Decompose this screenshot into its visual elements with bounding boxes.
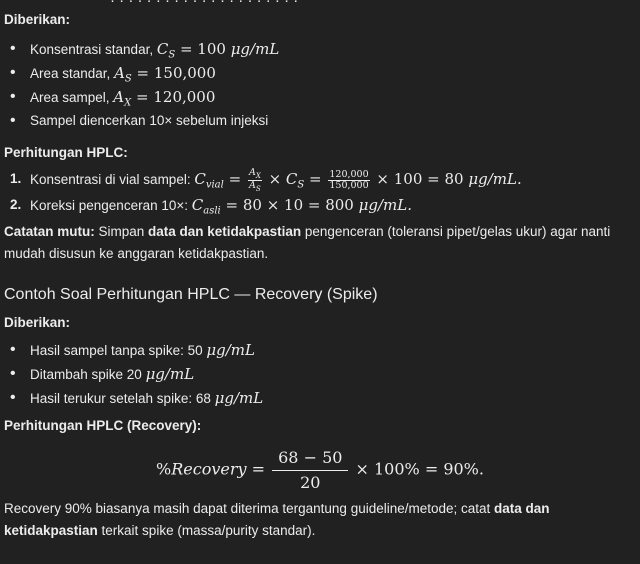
calc-title-1: Perhitungan HPLC: <box>4 145 128 160</box>
list-item: • Hasil terukur setelah spike: 68 μg/mL <box>4 386 634 410</box>
list-item: 1. Konsentrasi di vial sampel: $C_{vial}$ = $\frac{A_X}{A_S}$ × $C_S$ = $\frac{120,000}{150,000}$ × 100 = 80 μg/mL. <box>10 166 522 193</box>
fraction: $\frac{120,000}{150,000}$ <box>329 168 369 191</box>
list-item: • Konsentrasi standar, $C_S = 100$ μg/mL <box>4 37 634 61</box>
list-item: • Area standar, $A_S = 150,000$ <box>4 61 634 85</box>
list-item: • Hasil sampel tanpa spike: 50 μg/mL <box>4 338 634 362</box>
given-block-2 <box>4 313 634 333</box>
list-item: • Ditambah spike 20 μg/mL <box>4 362 634 386</box>
given-title: Diberikan: <box>4 12 71 27</box>
fraction: $\frac{68 - 50}{20}$ <box>272 446 348 494</box>
given-list-1 <box>4 37 634 133</box>
recovery-equation: %Recovery = $\frac{68 - 50}{20}$ × 100% = 90%. <box>0 446 640 494</box>
clipped-heading-fragment: · · · · · · · · · · · · · · · · · · · · · <box>110 0 299 9</box>
fraction: $\frac{A_X}{A_S}$ <box>248 166 261 193</box>
list-item: • Area sampel, $A_X = 120,000$ <box>4 85 634 109</box>
list-item: 2. Koreksi pengenceran 10×: $C_{asli} = 80 \times 10 = 800$ μg/mL. <box>10 196 412 217</box>
list-item: • Sampel diencerkan 10× sebelum injeksi <box>4 109 634 133</box>
given-list-2 <box>4 338 634 410</box>
calc-steps-1 <box>4 166 634 217</box>
section-heading: Contoh Soal Perhitungan HPLC — Recovery (Spike) <box>4 286 378 303</box>
quality-note: Catatan mutu: Simpan data dan ketidakpastian pengenceran (toleransi pipet/gelas ukur) agar nanti mudah disusun ke anggaran ketidakpastian. <box>4 224 611 261</box>
given-block-1 <box>4 10 634 30</box>
given-title: Diberikan: <box>4 315 71 330</box>
calc-title-2: Perhitungan HPLC (Recovery): <box>4 418 202 433</box>
recovery-note: Recovery 90% biasanya masih dapat diterima tergantung guideline/metode; catat data dan ketidakpastian terkait spike (massa/purity standar). <box>4 501 550 538</box>
